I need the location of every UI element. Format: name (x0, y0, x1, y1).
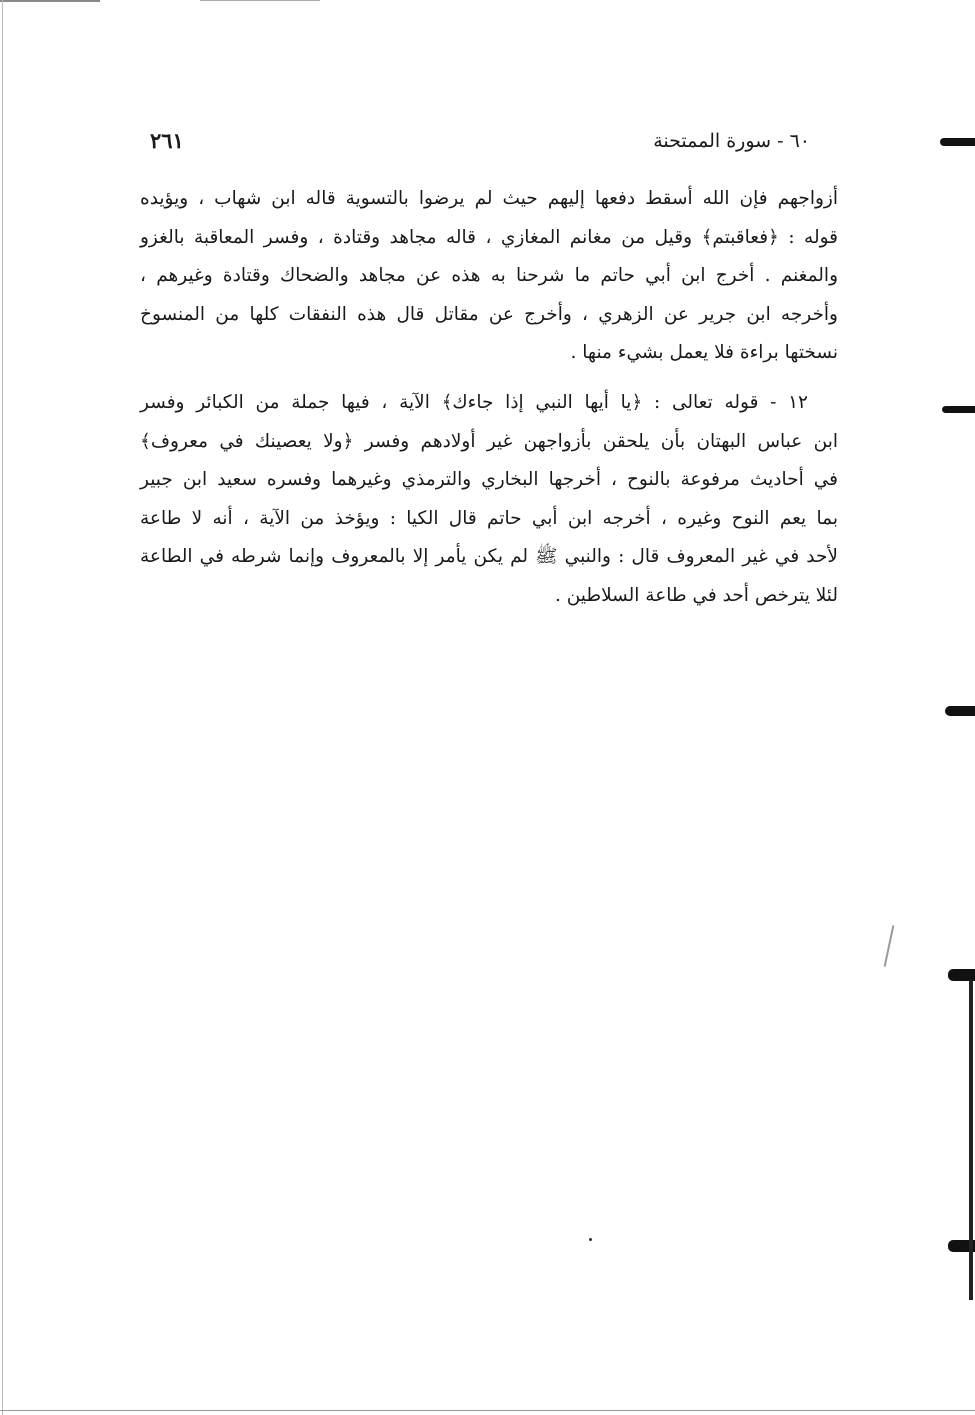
text-line: بما يعم النوح وغيره ، أخرجه ابن أبي حاتم قال الكيا : ويؤخذ من الآية ، أنه لا طاعة (140, 507, 838, 529)
text-line: أزواجهم فإن الله أسقط دفعها إليهم حيث لم يرضوا بالتسوية قاله ابن شهاب ، ويؤيده (140, 188, 838, 209)
paragraph-1 (140, 180, 838, 373)
binding-mark (940, 138, 975, 146)
scan-edge-left (2, 0, 3, 1415)
text-line: لئلا يترخص أحد في طاعة السلاطين . (554, 584, 838, 606)
text-line: ابن عباس البهتان بأن يلحقن بأزواجهن غير أولادهم وفسر ﴿ولا يعصينك في معروف﴾ (140, 430, 838, 452)
scan-edge-bottom (0, 1410, 975, 1411)
scan-edge-top (200, 0, 320, 1)
binding-mark (945, 706, 975, 716)
scan-speck (589, 1238, 592, 1241)
paragraph-2 (140, 384, 838, 615)
binding-mark (942, 406, 975, 413)
scan-edge-right (969, 980, 973, 1300)
running-header (140, 128, 840, 158)
scan-scratch (884, 925, 895, 966)
text-line: في أحاديث مرفوعة بالنوح ، أخرجها البخاري والترمذي وغيرهما وفسره سعيد ابن جبير (140, 469, 838, 490)
text-line: والمغنم . أخرج ابن أبي حاتم ما شرحنا به هذه عن مجاهد والضحاك وقتادة وغيرهم ، (140, 265, 838, 286)
scan-edge-top-left (0, 0, 100, 2)
text-line: نسختها براءة فلا يعمل بشيء منها . (570, 342, 838, 363)
text-line: قوله : ﴿فعاقبتم﴾ وقيل من مغانم المغازي ، قاله مجاهد وقتادة ، وفسر المعاقبة بالغزو (140, 226, 838, 248)
text-line: لأحد في غير المعروف قال : والنبي ﷺ لم يكن يأمر إلا بالمعروف وإنما شرطه في الطاعة (140, 546, 838, 567)
page-number: ٢٦١ (150, 128, 184, 153)
chapter-title: ٦٠ - سورة الممتحنة (653, 130, 810, 152)
text-line: وأخرجه ابن جرير عن الزهري ، وأخرج عن مقاتل قال هذه النفقات كلها من المنسوخ (140, 303, 838, 325)
text-line: ١٢ - قوله تعالى : ﴿يا أيها النبي إذا جاءك﴾ الآية ، فيها جملة من الكبائر وفسر (140, 392, 808, 413)
